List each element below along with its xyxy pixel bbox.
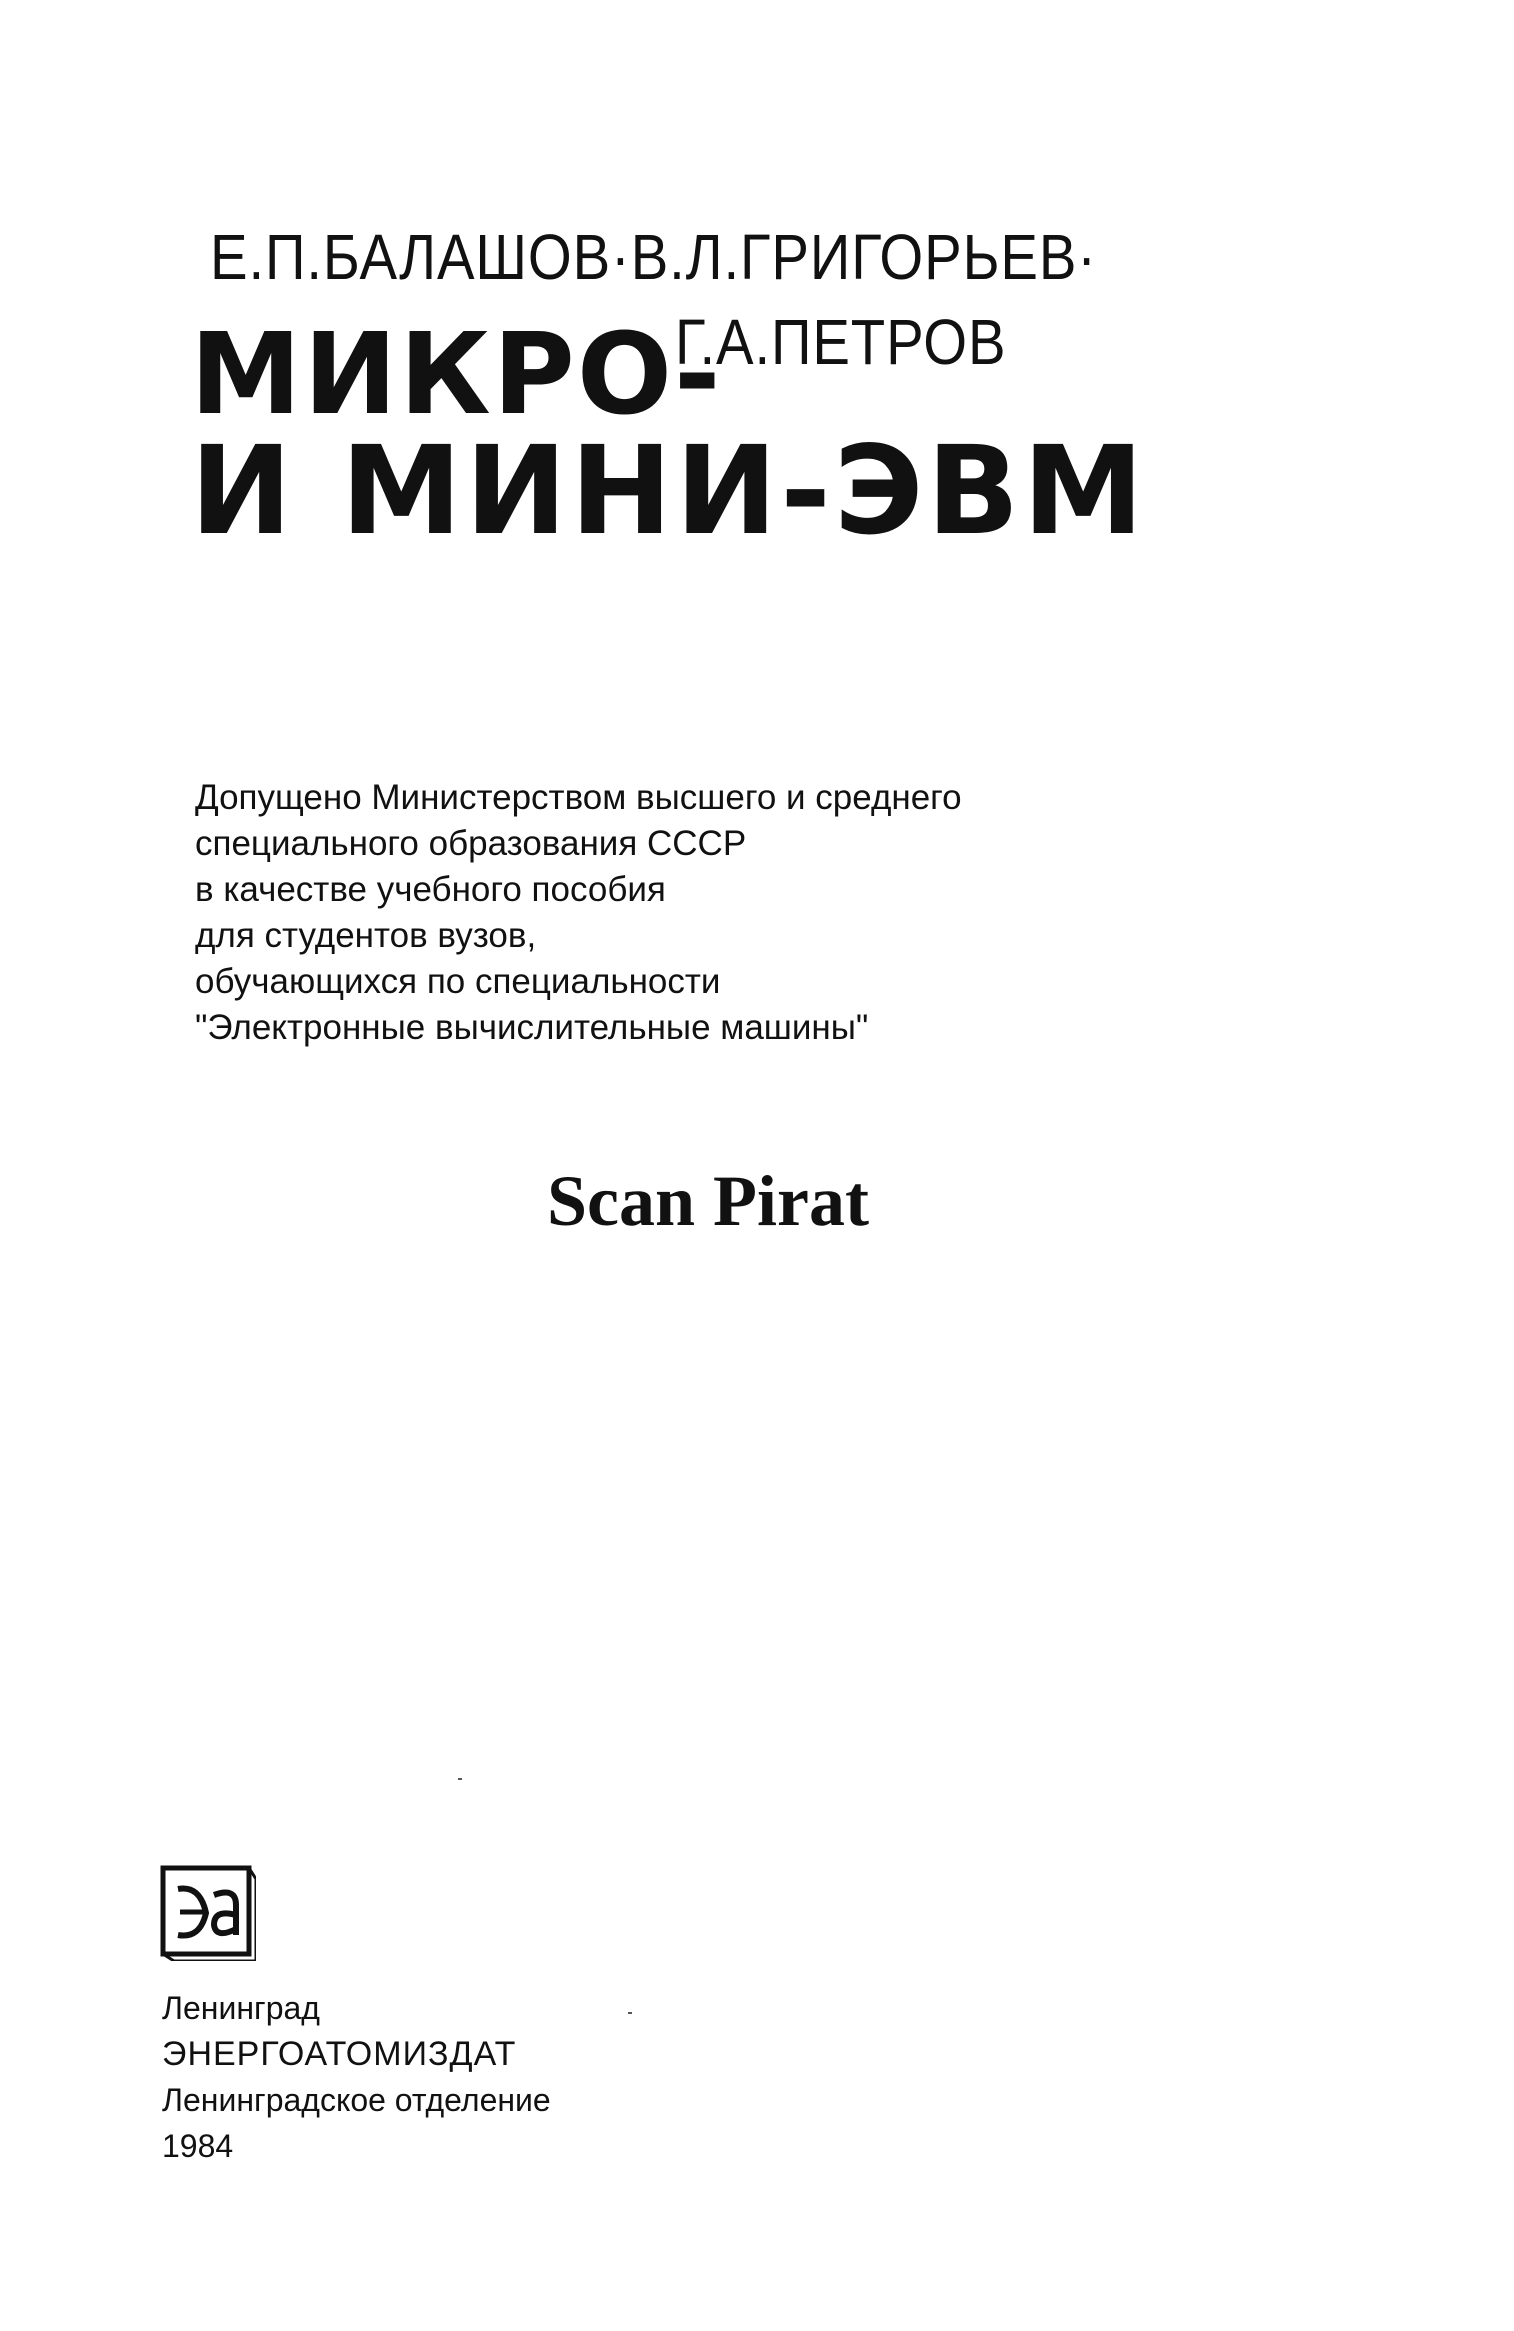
imprint-branch: Ленинградское отделение [162,2082,551,2118]
energoatomizdat-logo-icon [160,1865,256,1961]
imprint-block [162,1985,551,2169]
imprint-city: Ленинград [162,1990,320,2026]
title-line-2: И МИНИ-ЭВМ [190,420,1147,562]
imprint-publisher: ЭНЕРГОАТОМИЗДАТ [162,2035,517,2073]
approval-line: специального образования СССР [195,824,747,863]
approval-line: Допущено Министерством высшего и среднего [195,778,962,817]
authors-line-1: Е.П.БАЛАШОВ·В.Л.ГРИГОРЬЕВ· [210,221,1097,293]
approval-line: в качестве учебного пособия [195,870,666,909]
imprint-year: 1984 [162,2128,234,2164]
scan-pirat-watermark: Scan Pirat [547,1161,869,1241]
scan-speck [458,1778,462,1780]
approval-line: обучающихся по специальности [195,962,721,1001]
approval-notice [195,775,962,1051]
approval-line: для студентов вузов, [195,916,537,955]
title-line-1: МИКРО- [190,310,723,440]
scan-speck [628,2012,632,2014]
approval-line: "Электронные вычислительные машины" [195,1008,869,1047]
authors-line-2: Г.А.ПЕТРОВ [675,306,1007,378]
